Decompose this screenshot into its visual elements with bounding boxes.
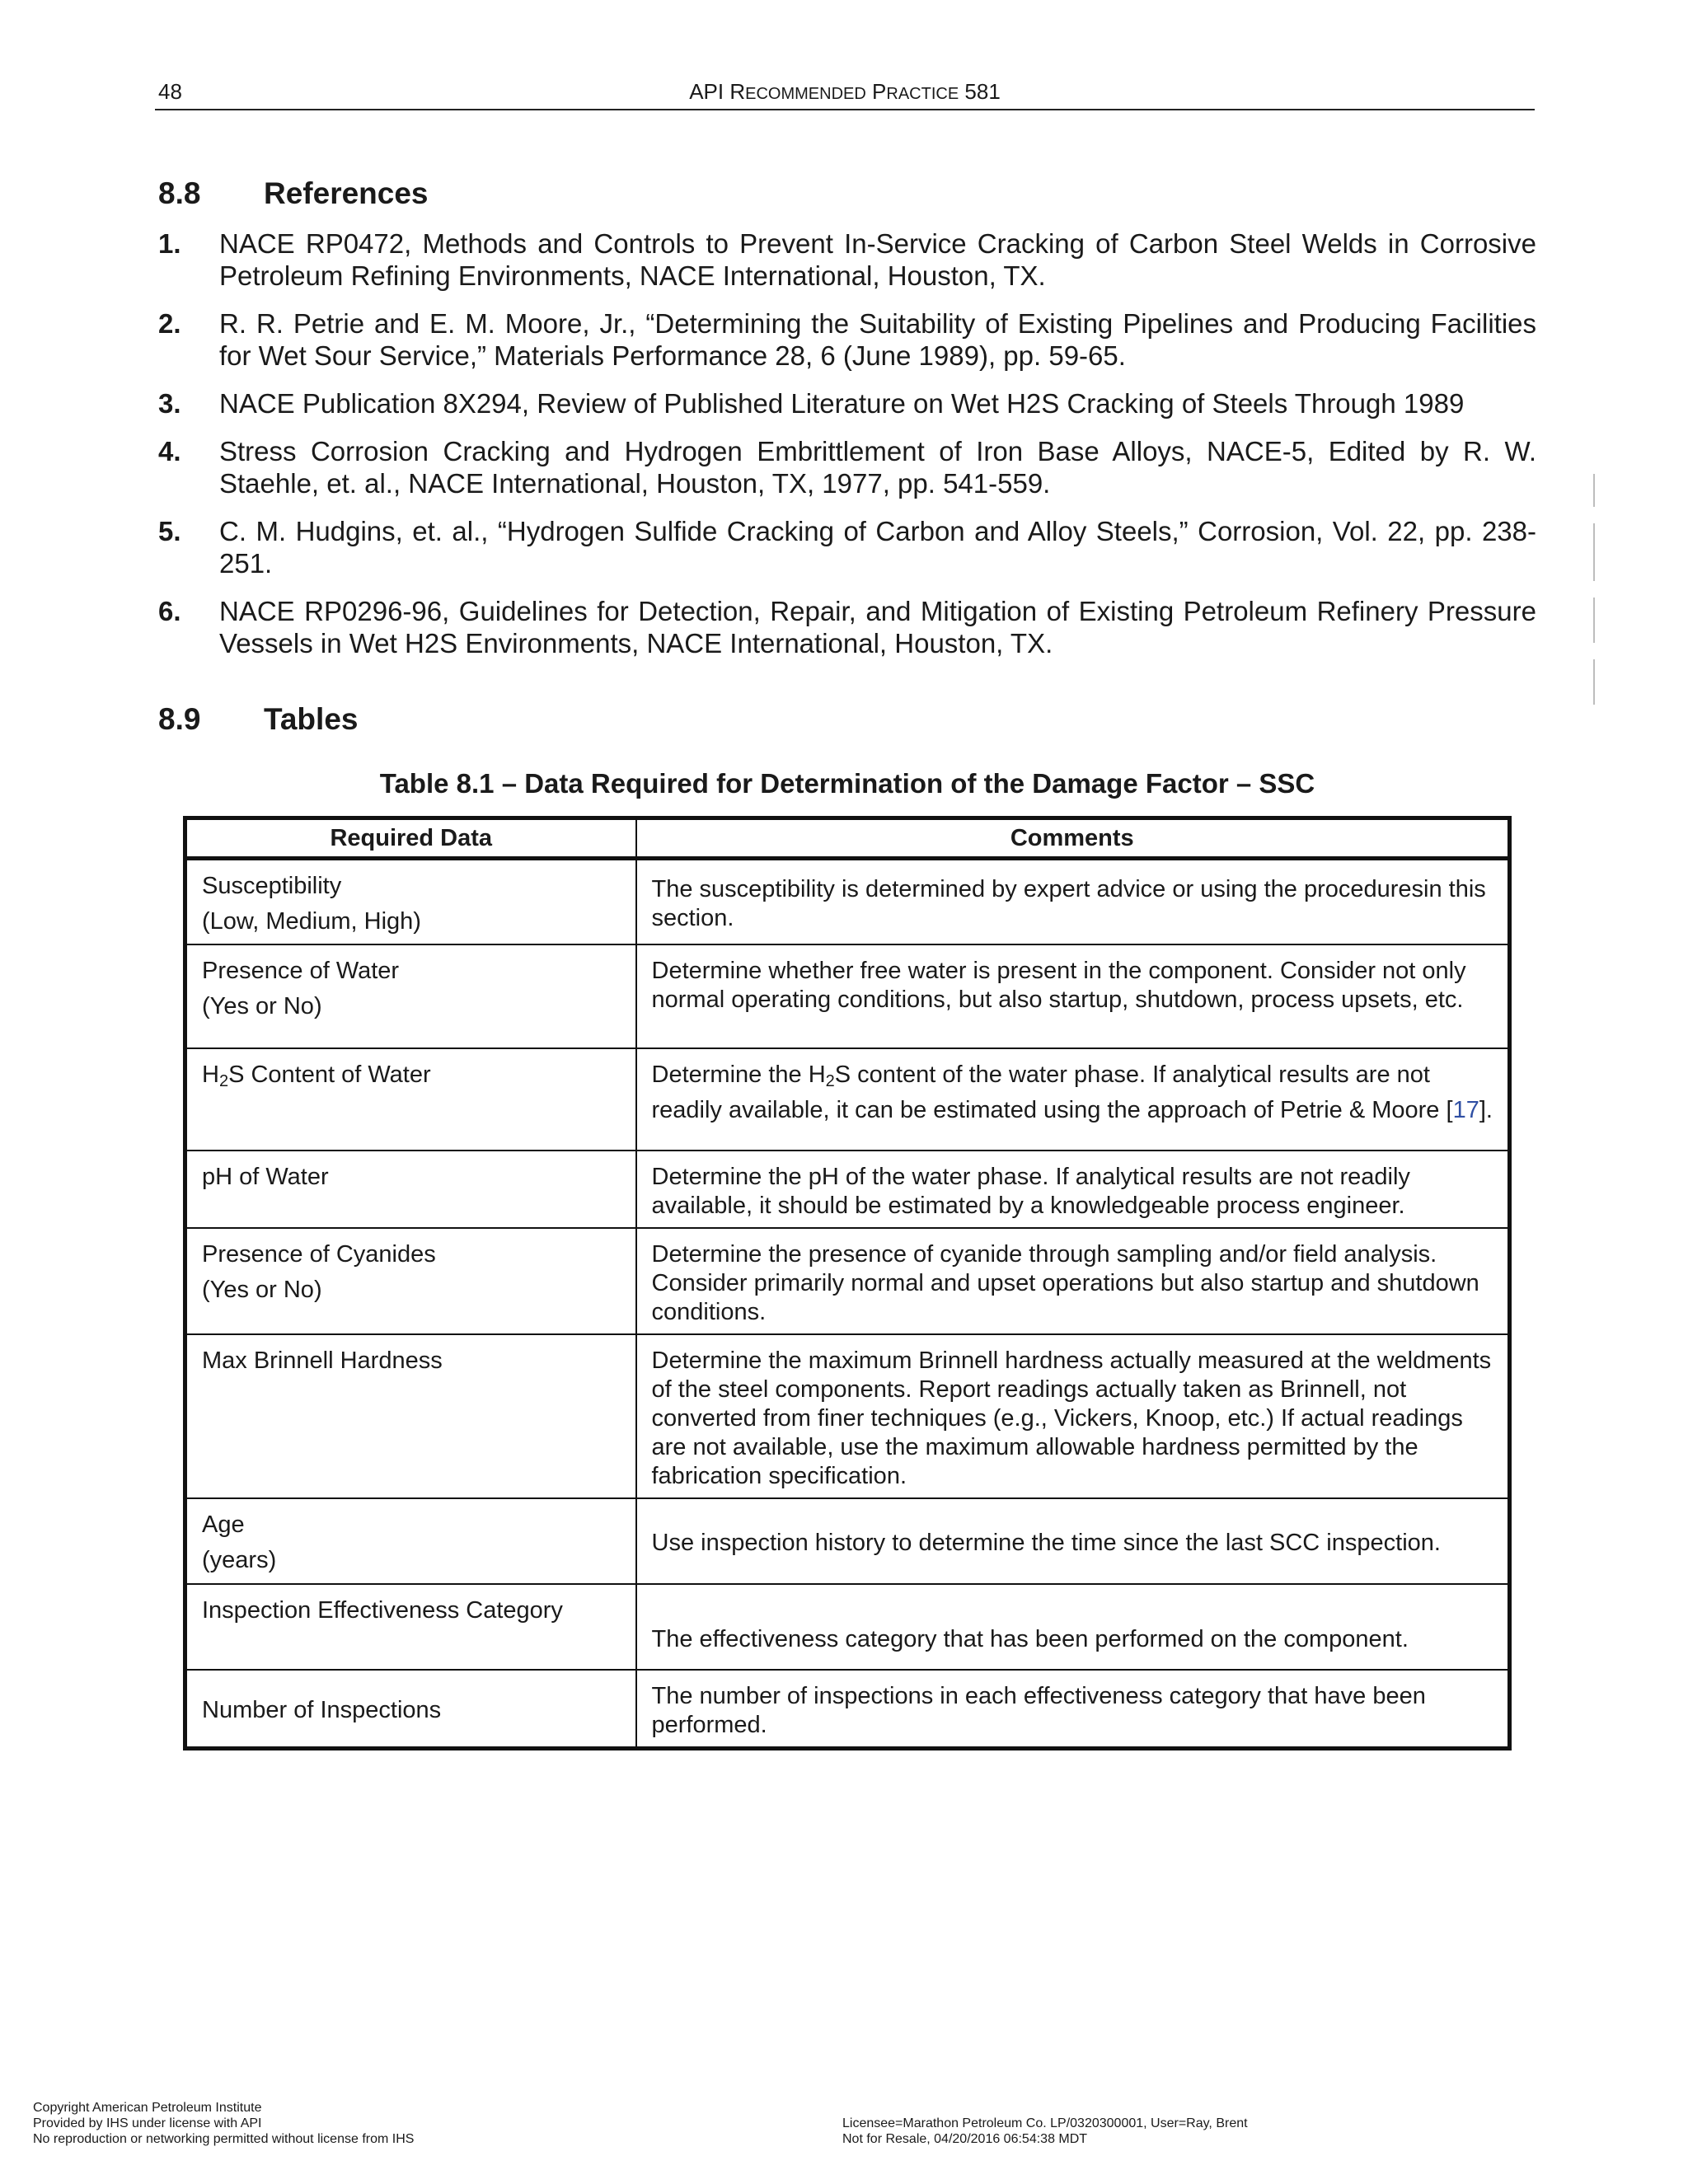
reference-number: 1. <box>158 228 181 259</box>
required-data-cell: Inspection Effectiveness Category <box>185 1584 636 1670</box>
running-header <box>155 79 1535 110</box>
reference-item <box>158 227 1536 292</box>
column-header: Required Data <box>185 818 636 859</box>
header-title-part: 581 <box>959 79 1001 104</box>
footer-right <box>842 2116 1248 2147</box>
references-heading <box>158 176 429 211</box>
cell-text: S content of the water phase. If analytical results are not readily available, it can be estimated using the approach of Petrie & Moore [ <box>651 1061 1453 1123</box>
comment-cell: The susceptibility is determined by expert advice or using the proceduresin this section. <box>636 859 1510 944</box>
comment-cell: Determine the presence of cyanide through sampling and/or field analysis. Consider primarily normal and upset operations but also startup and shutdown conditions. <box>636 1228 1510 1334</box>
references-list <box>158 227 1536 675</box>
reference-text: NACE RP0472, Methods and Controls to Prevent In-Service Cracking of Carbon Steel Welds in Corrosive Petroleum Refining Environments, NACE International, Houston, TX. <box>219 228 1536 291</box>
cell-text: (Yes or No) <box>202 1276 322 1303</box>
reference-link[interactable]: 17 <box>1452 1096 1479 1123</box>
footer-left <box>33 2100 414 2147</box>
margin-watermark <box>1592 474 1597 705</box>
cell-text: (Low, Medium, High) <box>202 908 421 935</box>
table-row <box>185 1151 1510 1228</box>
table-row <box>185 1498 1510 1584</box>
table-row <box>185 1670 1510 1749</box>
cell-text: H <box>202 1061 219 1088</box>
comment-cell: Determine whether free water is present in the component. Consider not only normal operating conditions, but also startup, shutdown, process upsets, etc. <box>636 944 1510 1048</box>
reference-item <box>158 307 1536 372</box>
required-data-cell: pH of Water <box>185 1151 636 1228</box>
comment-cell: Determine the maximum Brinnell hardness actually measured at the weldments of the steel components. Report readings actually taken as Brinnell, not converted from finer techniques (e.g., Vickers, Knoop, etc.) If actual readings are not available, use the maximum allowable hardness permitted by the fabrication specification. <box>636 1334 1510 1498</box>
section-number: 8.8 <box>158 176 201 210</box>
section-title: References <box>264 176 429 210</box>
cell-text: (Yes or No) <box>202 992 322 1019</box>
reference-item <box>158 515 1536 579</box>
header-title <box>155 79 1535 105</box>
footer-line: Copyright American Petroleum Institute <box>33 2101 262 2115</box>
table-row <box>185 1228 1510 1334</box>
comment-cell: The number of inspections in each effectiveness category that have been performed. <box>636 1670 1510 1749</box>
tables-heading <box>158 702 358 737</box>
subscript: 2 <box>218 1071 229 1090</box>
footer-line: Provided by IHS under license with API <box>33 2116 262 2130</box>
comment-cell <box>636 1048 1510 1151</box>
section-title: Tables <box>264 702 359 736</box>
required-data-cell: Number of Inspections <box>185 1670 636 1749</box>
required-data-cell <box>185 859 636 944</box>
comment-cell <box>636 1584 1510 1670</box>
table-row <box>185 859 1510 944</box>
cell-text: S Content of Water <box>228 1061 431 1088</box>
column-header: Comments <box>636 818 1510 859</box>
reference-number: 3. <box>158 388 181 419</box>
subscript: 2 <box>825 1071 835 1090</box>
required-data-cell: Max Brinnell Hardness <box>185 1334 636 1498</box>
reference-item <box>158 595 1536 659</box>
reference-text: NACE Publication 8X294, Review of Published Literature on Wet H2S Cracking of Steels Through 1989 <box>219 388 1465 419</box>
footer-line: Not for Resale, 04/20/2016 06:54:38 MDT <box>842 2132 1088 2146</box>
cell-text: Presence of Cyanides <box>202 1240 436 1268</box>
reference-item <box>158 435 1536 499</box>
table-row <box>185 1334 1510 1498</box>
section-number: 8.9 <box>158 702 201 736</box>
footer-line: No reproduction or networking permitted without license from IHS <box>33 2132 415 2146</box>
table-row <box>185 944 1510 1048</box>
header-title-part: ECOMMENDED <box>745 85 866 103</box>
reference-number: 6. <box>158 596 181 626</box>
cell-text: Age <box>202 1511 245 1538</box>
cell-text: ]. <box>1479 1096 1493 1123</box>
required-data-cell <box>185 1498 636 1584</box>
required-data-cell <box>185 1228 636 1334</box>
cell-text: Presence of Water <box>202 957 400 984</box>
table-row <box>185 1584 1510 1670</box>
table-header-row <box>185 818 1510 859</box>
reference-text: R. R. Petrie and E. M. Moore, Jr., “Determining the Suitability of Existing Pipelines and Producing Facilities for Wet Sour Service,” Materials Performance 28, 6 (June 1989), pp. 59-65. <box>219 308 1536 371</box>
reference-number: 2. <box>158 308 181 339</box>
table-row <box>185 1048 1510 1151</box>
cell-text: Susceptibility <box>202 873 342 899</box>
header-title-part: RACTICE <box>886 85 959 103</box>
data-table <box>183 816 1512 1750</box>
page-number: 48 <box>158 79 182 104</box>
reference-text: NACE RP0296-96, Guidelines for Detection, Repair, and Mitigation of Existing Petroleum Refinery Pressure Vessels in Wet H2S Environments, NACE International, Houston, TX. <box>219 596 1536 658</box>
cell-text: The effectiveness category that has been performed on the component. <box>651 1626 1409 1652</box>
header-title-part: P <box>865 79 887 104</box>
reference-text: Stress Corrosion Cracking and Hydrogen Embrittlement of Iron Base Alloys, NACE-5, Edited by R. W. Staehle, et. al., NACE International, Houston, TX, 1977, pp. 541-559. <box>219 436 1536 499</box>
footer-line: Licensee=Marathon Petroleum Co. LP/0320300001, User=Ray, Brent <box>842 2116 1248 2130</box>
header-title-part: API R <box>689 79 746 104</box>
table-caption: Table 8.1 – Data Required for Determination of the Damage Factor – SSC <box>379 768 1315 799</box>
reference-number: 4. <box>158 436 181 466</box>
comment-cell: Use inspection history to determine the time since the last SCC inspection. <box>636 1498 1510 1584</box>
reference-text: C. M. Hudgins, et. al., “Hydrogen Sulfide Cracking of Carbon and Alloy Steels,” Corrosion, Vol. 22, pp. 238-251. <box>219 516 1536 579</box>
reference-item <box>158 387 1536 419</box>
cell-text: Determine the H <box>651 1061 826 1088</box>
comment-cell: Determine the pH of the water phase. If analytical results are not readily available, it should be estimated by a knowledgeable process engineer. <box>636 1151 1510 1228</box>
required-data-cell <box>185 1048 636 1151</box>
cell-text: (years) <box>202 1546 277 1573</box>
required-data-cell <box>185 944 636 1048</box>
reference-number: 5. <box>158 516 181 546</box>
